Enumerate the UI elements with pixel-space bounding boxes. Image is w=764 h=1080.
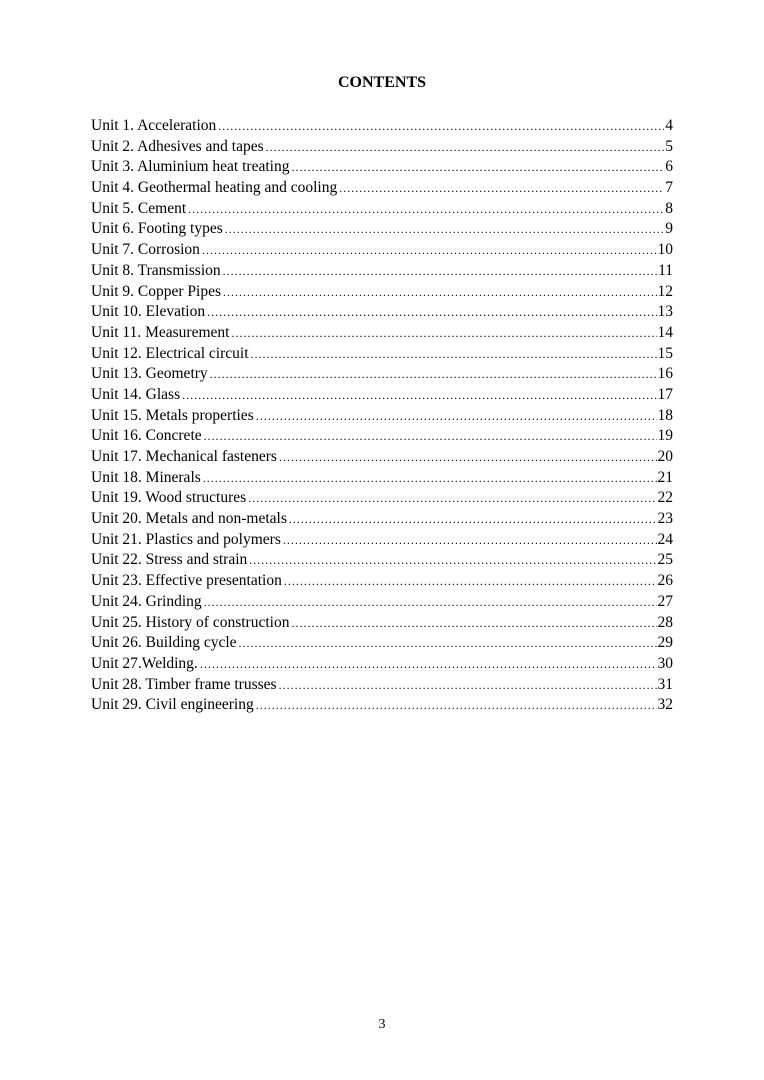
toc-entry-page: 17 [657, 385, 673, 403]
dot-leader [291, 613, 656, 634]
toc-entry-label: Unit 8. Transmission [91, 261, 221, 279]
toc-entry[interactable] [91, 385, 673, 406]
toc-entry-label: Unit 29. Civil engineering [91, 696, 254, 714]
toc-entry-page: 12 [657, 282, 673, 300]
toc-entry[interactable] [91, 116, 673, 137]
dot-leader [279, 675, 657, 696]
dot-leader [182, 385, 656, 406]
toc-entry-page: 24 [657, 530, 673, 548]
toc-entry-label: Unit 5. Cement [91, 199, 187, 217]
dot-leader [284, 571, 657, 592]
toc-entry[interactable] [91, 468, 673, 489]
toc-entry[interactable] [91, 137, 673, 158]
toc-entry-page: 27 [657, 592, 673, 610]
toc-entry[interactable] [91, 613, 673, 634]
dot-leader [279, 447, 657, 468]
toc-entry-label: Unit 24. Grinding [91, 592, 202, 610]
dot-leader [207, 302, 656, 323]
toc-entry-page: 5 [665, 137, 673, 155]
toc-entry-page: 32 [657, 696, 673, 714]
dot-leader [200, 654, 657, 675]
toc-entry-page: 6 [665, 158, 673, 176]
toc-entry[interactable] [91, 530, 673, 551]
dot-leader [266, 137, 665, 158]
toc-entry-page: 28 [657, 613, 673, 631]
toc-entry-label: Unit 19. Wood structures [91, 489, 247, 507]
toc-entry[interactable] [91, 633, 673, 654]
toc-entry-page: 23 [657, 510, 673, 528]
toc-entry-page: 31 [657, 675, 673, 693]
dot-leader [339, 178, 664, 199]
toc-entry-label: Unit 12. Electrical circuit [91, 344, 249, 362]
toc-entry[interactable] [91, 488, 673, 509]
page-number: 3 [378, 1017, 386, 1032]
toc-entry-label: Unit 26. Building cycle [91, 634, 237, 652]
toc-entry[interactable] [91, 302, 673, 323]
toc-entry[interactable] [91, 509, 673, 530]
toc-entry[interactable] [91, 426, 673, 447]
toc-entry-label: Unit 4. Geothermal heating and cooling [91, 179, 338, 197]
dot-leader [251, 344, 657, 365]
toc-entry[interactable] [91, 219, 673, 240]
dot-leader [248, 488, 656, 509]
toc-entry[interactable] [91, 695, 673, 716]
toc-entry-page: 21 [657, 468, 673, 486]
dot-leader [218, 116, 664, 137]
toc-entry-page: 13 [657, 303, 673, 321]
toc-entry[interactable] [91, 592, 673, 613]
dot-leader [202, 240, 657, 261]
toc-entry-label: Unit 27.Welding. [91, 654, 198, 672]
toc-entry-page: 9 [665, 220, 673, 238]
toc-entry-label: Unit 13. Geometry [91, 365, 208, 383]
toc-entry[interactable] [91, 240, 673, 261]
dot-leader [289, 509, 657, 530]
toc-entry-label: Unit 17. Mechanical fasteners [91, 448, 277, 465]
toc-entry-label: Unit 6. Footing types [91, 220, 223, 238]
dot-leader [291, 157, 664, 178]
dot-leader [239, 633, 657, 654]
toc-entry[interactable] [91, 364, 673, 385]
toc-entry-label: Unit 15. Metals properties [91, 406, 254, 424]
toc-entry-page: 7 [665, 179, 673, 197]
toc-entry[interactable] [91, 157, 673, 178]
dot-leader [204, 426, 657, 447]
dot-leader [204, 592, 657, 613]
toc-entry-page: 18 [657, 406, 673, 424]
toc-entry-label: Unit 7. Corrosion [91, 241, 200, 259]
toc-entry-label: Unit 22. Stress and strain [91, 551, 248, 569]
toc-entry[interactable] [91, 261, 673, 282]
toc-entry-page: 20 [657, 448, 673, 465]
dot-leader [249, 550, 656, 571]
toc-entry-page: 30 [657, 654, 673, 672]
dot-leader [203, 468, 657, 489]
toc-entry[interactable] [91, 344, 673, 365]
dot-leader [210, 364, 657, 385]
dot-leader [256, 406, 657, 427]
toc-entry-page: 15 [657, 344, 673, 362]
toc-entry-page: 25 [657, 551, 673, 569]
toc-entry-label: Unit 18. Minerals [91, 468, 201, 486]
toc-entry-page: 22 [657, 489, 673, 507]
toc-entry[interactable] [91, 675, 673, 696]
toc-entry-label: Unit 1. Acceleration [91, 117, 217, 134]
toc-entry-label: Unit 14. Glass [91, 385, 181, 403]
toc-entry[interactable] [91, 178, 673, 199]
dot-leader [256, 695, 657, 716]
toc-entry[interactable] [91, 447, 673, 468]
toc-entry-page: 10 [657, 241, 673, 259]
toc-entry-page: 14 [657, 323, 673, 341]
dot-leader [283, 530, 657, 551]
toc-entry-page: 16 [657, 365, 673, 383]
toc-entry[interactable] [91, 282, 673, 303]
toc-entry-label: Unit 25. History of construction [91, 613, 290, 631]
toc-entry[interactable] [91, 323, 673, 344]
toc-entry-page: 19 [657, 427, 673, 445]
toc-entry-page: 4 [665, 117, 673, 134]
toc-entry-label: Unit 21. Plastics and polymers [91, 530, 281, 548]
toc-entry-label: Unit 20. Metals and non-metals [91, 510, 287, 528]
dot-leader [188, 199, 664, 220]
toc-entry-page: 8 [665, 199, 673, 217]
toc-entry-label: Unit 9. Copper Pipes [91, 282, 222, 300]
toc-entry[interactable] [91, 654, 673, 675]
toc-entry[interactable] [91, 406, 673, 427]
toc-entry-page: 11 [658, 261, 673, 279]
dot-leader [231, 323, 656, 344]
toc-entry-page: 26 [657, 572, 673, 590]
page-title: CONTENTS [337, 74, 427, 91]
toc-entry-label: Unit 3. Aluminium heat treating [91, 158, 290, 176]
dot-leader [225, 219, 664, 240]
toc-entry-label: Unit 23. Effective presentation [91, 572, 282, 590]
toc-entry-label: Unit 10. Elevation [91, 303, 206, 321]
dot-leader [223, 261, 657, 282]
toc-entry-page: 29 [657, 634, 673, 652]
toc-entry-label: Unit 28. Timber frame trusses [91, 675, 277, 693]
dot-leader [223, 282, 656, 303]
toc-entry-label: Unit 11. Measurement [91, 323, 230, 341]
toc-entry[interactable] [91, 550, 673, 571]
toc-entry[interactable] [91, 571, 673, 592]
toc-entry-label: Unit 16. Concrete [91, 427, 202, 445]
toc-entry[interactable] [91, 199, 673, 220]
table-of-contents [91, 116, 673, 716]
toc-entry-label: Unit 2. Adhesives and tapes [91, 137, 264, 155]
